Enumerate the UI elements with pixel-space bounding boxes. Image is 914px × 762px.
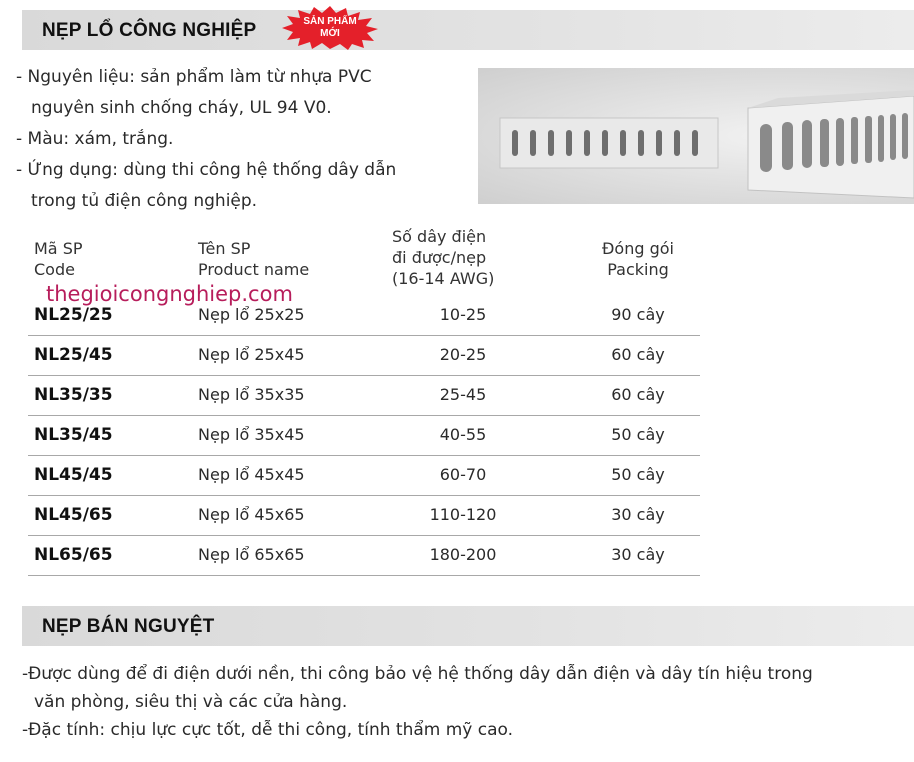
bullet-usage-cont: trong tủ điện công nghiệp. <box>31 191 258 211</box>
half-round-features: -Đặc tính: chịu lực cực tốt, dễ thi công, tính thẩm mỹ cao. <box>22 720 514 740</box>
bullet-material: - Nguyên liệu: sản phẩm làm từ nhựa PVC <box>16 67 372 87</box>
table-row: NL25/25 Nẹp lổ 25x25 10-25 90 cây <box>28 295 700 336</box>
header-wires: Số dây điện đi được/nẹp (16-14 AWG) <box>392 227 495 288</box>
bullet-material-cont: nguyên sinh chống cháy, UL 94 V0. <box>31 98 332 118</box>
table-row: NL35/35 Nẹp lổ 35x35 25-45 60 cây <box>28 375 700 416</box>
cable-duct-photo <box>478 68 914 204</box>
section-header-duct <box>22 10 914 50</box>
header-code: Mã SP Code <box>34 239 83 279</box>
table-row: NL65/65 Nẹp lổ 65x65 180-200 30 cây <box>28 535 700 576</box>
section-title: NẸP BÁN NGUYỆT <box>42 616 215 637</box>
cable-duct-image-icon <box>478 68 914 204</box>
duct-description <box>16 62 466 217</box>
section-title: NẸP LỔ CÔNG NGHIỆP <box>42 20 257 41</box>
bullet-usage: - Ứng dụng: dùng thi công hệ thống dây dẫn <box>16 160 397 180</box>
watermark-text: thegioicongnghiep.com <box>46 282 293 306</box>
badge-text: SẢN PHẨM MỚI <box>303 16 357 39</box>
header-packing: Đóng gói Packing <box>602 239 674 279</box>
new-product-badge <box>282 6 378 50</box>
half-round-usage: -Được dùng để đi điện dưới nền, thi công bảo vệ hệ thống dây dẫn điện và dây tín hiệu trong văn phòng, siêu thị và các cửa hàng. <box>22 664 813 712</box>
bullet-color: - Màu: xám, trắng. <box>16 129 174 149</box>
table-row: NL45/65 Nẹp lổ 45x65 110-120 30 cây <box>28 495 700 536</box>
section-header-half-round <box>22 606 914 646</box>
table-row: NL45/45 Nẹp lổ 45x45 60-70 50 cây <box>28 455 700 496</box>
table-row: NL25/45 Nẹp lổ 25x45 20-25 60 cây <box>28 335 700 376</box>
header-name: Tên SP Product name <box>198 239 310 279</box>
table-row: NL35/45 Nẹp lổ 35x45 40-55 50 cây <box>28 415 700 456</box>
